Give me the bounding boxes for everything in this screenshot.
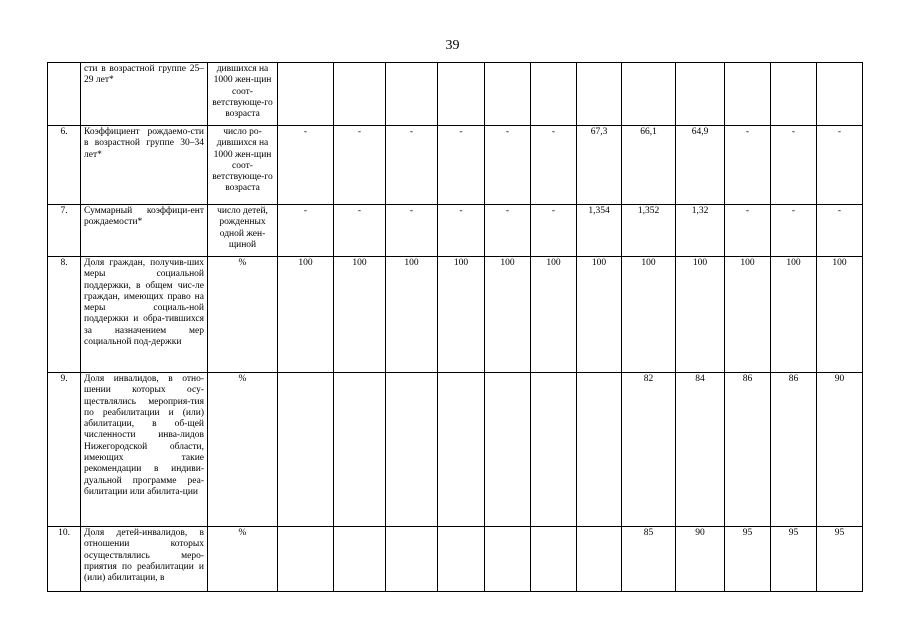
value-cell: 100 <box>676 257 725 373</box>
unit-cell: число ро-дившихся на 1000 жен-щин соот-ветствующе-го возраста <box>208 126 278 205</box>
value-cell <box>278 373 334 527</box>
indicator-name-cell: Доля инвалидов, в отно-шении которых осу-ществлялись мероприя-тия по реабилитации и (или) абилитации, в об-щей численности инва-лидов Нижегородской области, имеющих такие рекомендации в индиви-дуальной программе реа-билитации или абилита-ции <box>81 373 208 527</box>
value-cell <box>577 373 622 527</box>
value-cell: 100 <box>386 257 438 373</box>
value-cell <box>531 63 577 126</box>
value-cell: 100 <box>278 257 334 373</box>
value-cell: 90 <box>817 373 863 527</box>
value-cell: - <box>817 126 863 205</box>
value-cell: 95 <box>817 527 863 592</box>
value-cell: - <box>278 126 334 205</box>
value-cell: - <box>531 205 577 257</box>
value-cell <box>386 527 438 592</box>
value-cell: 100 <box>622 257 676 373</box>
value-cell: 100 <box>817 257 863 373</box>
indicator-name-cell: Доля граждан, получив-ших меры социальной поддержки, в общем чис-ле граждан, имеющих право на меры социаль-ной поддержки и обра-тившихся за назначением мер социальной под-держки <box>81 257 208 373</box>
value-cell: - <box>817 205 863 257</box>
value-cell <box>386 373 438 527</box>
value-cell: 66,1 <box>622 126 676 205</box>
value-cell: 1,354 <box>577 205 622 257</box>
table-row <box>48 527 863 592</box>
row-number-cell: 9. <box>48 373 81 527</box>
value-cell <box>771 63 817 126</box>
value-cell: 100 <box>577 257 622 373</box>
unit-cell: дившихся на 1000 жен-щин соот-ветствующе-го возраста <box>208 63 278 126</box>
value-cell: - <box>771 205 817 257</box>
value-cell <box>577 63 622 126</box>
value-cell <box>531 527 577 592</box>
unit-cell: % <box>208 373 278 527</box>
indicator-name-cell: сти в возрастной группе 25–29 лет* <box>81 63 208 126</box>
table-row <box>48 257 863 373</box>
value-cell: - <box>531 126 577 205</box>
value-cell: - <box>386 126 438 205</box>
unit-cell: % <box>208 257 278 373</box>
indicators-table <box>47 62 863 592</box>
indicator-name-cell: Суммарный коэффици-ент рождаемости* <box>81 205 208 257</box>
value-cell <box>438 527 485 592</box>
value-cell: 100 <box>334 257 386 373</box>
value-cell: 100 <box>531 257 577 373</box>
value-cell: 95 <box>725 527 771 592</box>
value-cell: - <box>485 126 531 205</box>
value-cell <box>334 527 386 592</box>
value-cell: 100 <box>485 257 531 373</box>
value-cell <box>438 63 485 126</box>
value-cell: - <box>438 205 485 257</box>
value-cell: 100 <box>771 257 817 373</box>
table-body <box>48 63 863 592</box>
value-cell: - <box>278 205 334 257</box>
value-cell: 86 <box>771 373 817 527</box>
value-cell <box>278 63 334 126</box>
value-cell <box>485 373 531 527</box>
table-row <box>48 63 863 126</box>
value-cell <box>531 373 577 527</box>
value-cell: 100 <box>725 257 771 373</box>
value-cell: 90 <box>676 527 725 592</box>
row-number-cell: 8. <box>48 257 81 373</box>
value-cell: 85 <box>622 527 676 592</box>
value-cell: - <box>725 126 771 205</box>
value-cell <box>676 63 725 126</box>
value-cell: 95 <box>771 527 817 592</box>
row-number-cell: 7. <box>48 205 81 257</box>
value-cell: 64,9 <box>676 126 725 205</box>
value-cell <box>485 63 531 126</box>
value-cell: - <box>334 126 386 205</box>
value-cell: 84 <box>676 373 725 527</box>
table-row <box>48 205 863 257</box>
value-cell: - <box>438 126 485 205</box>
table-row <box>48 373 863 527</box>
indicator-name-cell: Коэффициент рождаемо-сти в возрастной группе 30–34 лет* <box>81 126 208 205</box>
value-cell <box>725 63 771 126</box>
unit-cell: % <box>208 527 278 592</box>
row-number-cell <box>48 63 81 126</box>
value-cell: 1,32 <box>676 205 725 257</box>
value-cell <box>817 63 863 126</box>
value-cell: 67,3 <box>577 126 622 205</box>
row-number-cell: 6. <box>48 126 81 205</box>
value-cell <box>622 63 676 126</box>
page-number: 39 <box>445 38 460 53</box>
value-cell <box>334 373 386 527</box>
value-cell: - <box>771 126 817 205</box>
row-number-cell: 10. <box>48 527 81 592</box>
value-cell: 1,352 <box>622 205 676 257</box>
value-cell <box>334 63 386 126</box>
value-cell <box>577 527 622 592</box>
value-cell: - <box>725 205 771 257</box>
value-cell: 100 <box>438 257 485 373</box>
value-cell: 86 <box>725 373 771 527</box>
value-cell: 82 <box>622 373 676 527</box>
value-cell <box>278 527 334 592</box>
table-row <box>48 126 863 205</box>
value-cell: - <box>386 205 438 257</box>
unit-cell: число детей, рожденных одной жен-щиной <box>208 205 278 257</box>
value-cell <box>386 63 438 126</box>
value-cell: - <box>334 205 386 257</box>
value-cell: - <box>485 205 531 257</box>
value-cell <box>485 527 531 592</box>
indicator-name-cell: Доля детей-инвалидов, в отношении которых осуществлялись меро-приятия по реабилитации и (или) абилитации, в <box>81 527 208 592</box>
value-cell <box>438 373 485 527</box>
